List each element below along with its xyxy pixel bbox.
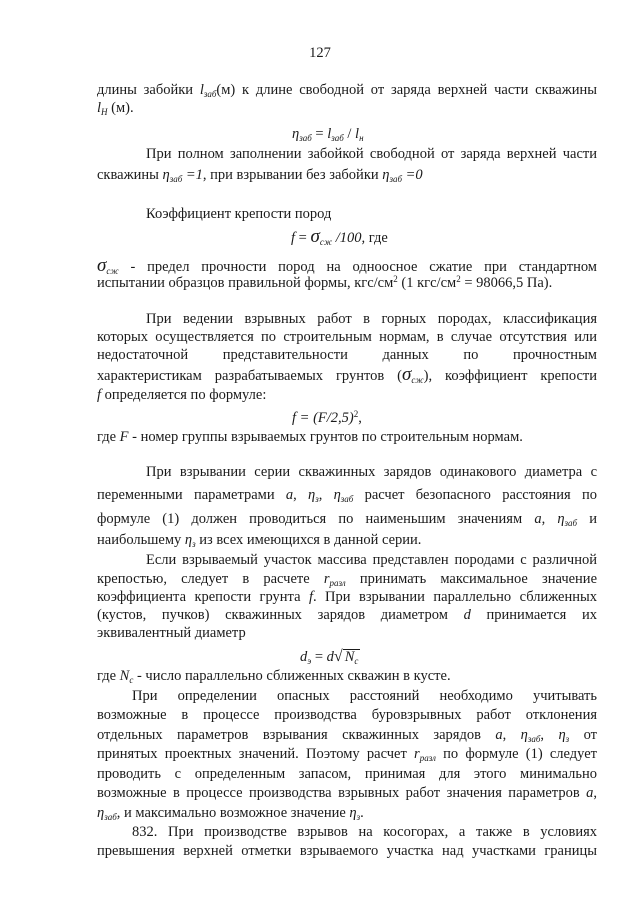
text-line: превышения верхней отметки взрываемого участка над участками границы [97,843,597,859]
text-line: наибольшему $\eta_з$ из всех имеющихся в данной серии. [97,532,422,549]
text-line: При взрывании серии скважинных зарядов одинакового диаметра с [146,464,597,480]
formula-f-from-F: $f = (F/2,5)^2$, [292,409,362,426]
text-line: При ведении взрывных работ в горных породах, классификация [146,311,597,327]
text-line: 832. При производстве взрывов на косогорах, а также в условиях [132,824,597,840]
text-line: формуле (1) должен проводиться по наименьшим значениям a, $\eta_{заб}$ и [97,511,598,528]
text-line: где F - номер группы взрываемых грунтов по строительным нормам. [97,429,523,445]
text-line: (кустов, пучков) скважинных зарядов диаметром d принимается их [97,607,597,623]
text-line: отдельных параметров взрывания скважинных зарядов a, $\eta_{заб}$, $\eta_з$ от [97,727,597,744]
text-line: $\eta_{заб}$, и максимально возможное значение $\eta_з$. [97,805,364,822]
text-line: где $N_c$ - число параллельно сближенных скважин в кусте. [97,668,451,685]
text-line: проводить с определенным запасом, принимая для этого минимально [97,766,597,782]
text-line: $\sigma_{сж}$ - предел прочности пород на одноосное сжатие при стандартном [97,255,597,276]
text-line: Если взрываемый участок массива представлен породами с различной [146,552,597,568]
text-line: которых осуществляется по строительным нормам, в случае отсутствия или [97,329,597,345]
formula-equivalent-diameter: $d_э = d√$ $N_c$ [300,648,359,666]
formula-eta-zab: $\eta_{заб} = l_{заб} / l_н$ [292,126,364,143]
text-line: эквивалентный диаметр [97,625,246,641]
text-line: коэффициента крепости грунта f. При взрывании параллельно сближенных [97,589,597,605]
formula-f: $f = \sigma_{сж}$ /100, где [291,226,388,247]
text-line: недостаточной представительности данных по прочностным [97,347,597,363]
text-line: длины забойки $l_{заб}(м)$ к длине свободной от заряда верхней части скважины [97,82,597,99]
text-line: крепостью, следует в расчете $r_{разл}$ принимать максимальное значение [97,571,598,588]
text-line: принятых проектных значений. Поэтому расчет $r_{разл}$ по формуле (1) следует [97,746,597,763]
text-line: характеристикам разрабатываемых грунтов $(\sigma_{сж})$, коэффициент крепости [97,364,597,385]
text-line: скважины $\eta_{заб} =1$, при взрывании без забойки $\eta_{заб} =0$ [97,167,423,184]
text-line: возможные в процессе производства взрывных работ значения параметров a, [97,785,597,801]
text-line: переменными параметрами a, $\eta_з$, $\eta_{заб}$ расчет безопасного расстояния по [97,487,597,504]
text-line: возможные в процессе производства буровзрывных работ отклонения [97,707,597,723]
text-line: Коэффициент крепости пород [146,206,332,222]
text-line: При определении опасных расстояний необходимо учитывать [132,688,597,704]
text-line: $l_Н$ (м). [97,100,134,117]
text-line: испытании образцов правильной формы, кгс/$см^2$ (1 кгс/$см^2 = 98066,5$ Па). [97,274,553,291]
page-number: 127 [309,45,331,61]
text-line: f определяется по формуле: [97,387,267,403]
text-line: При полном заполнении забойкой свободной от заряда верхней части [146,146,597,162]
